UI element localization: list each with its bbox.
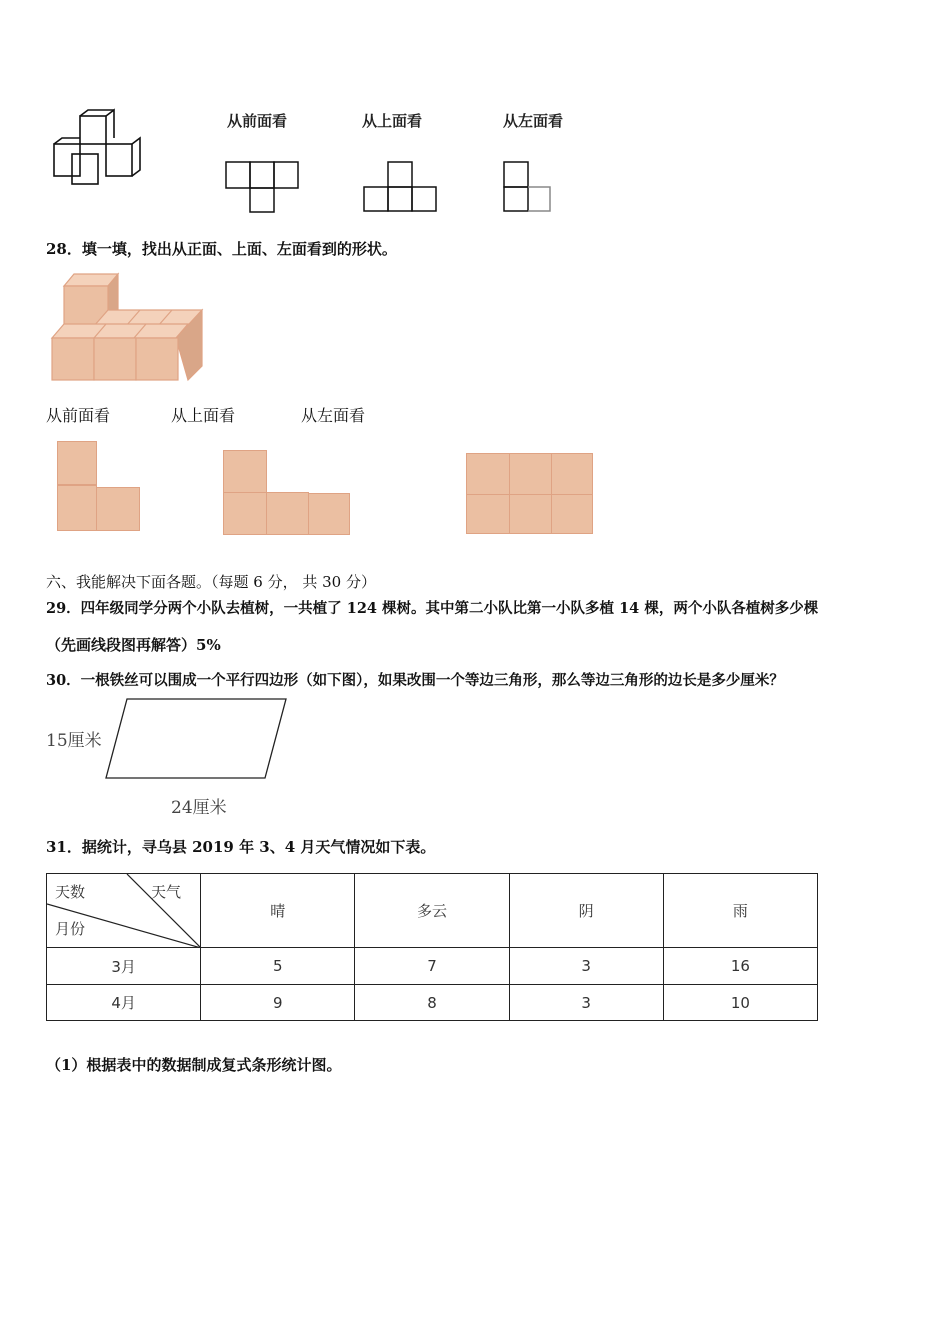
header-overcast: 阴 xyxy=(509,874,663,948)
fig1-left-label: 从左面看 xyxy=(503,112,564,130)
header-rain: 雨 xyxy=(663,874,817,948)
cell-value: 10 xyxy=(663,985,817,1021)
table-row xyxy=(47,948,818,985)
fig1-front-label: 从前面看 xyxy=(227,112,288,130)
q30-side-label: 15厘米 xyxy=(46,731,102,751)
header-sunny: 晴 xyxy=(201,874,355,948)
corner-days-label: 天数 xyxy=(55,883,86,901)
q31-text: 31．据统计，寻乌县 2019 年 3、4 月天气情况如下表。 xyxy=(46,838,436,856)
cell-value: 5 xyxy=(201,948,355,985)
q31-sub1: （1）根据表中的数据制成复式条形统计图。 xyxy=(46,1056,342,1074)
fig1-top-label: 从上面看 xyxy=(362,112,423,130)
cell-value: 3 xyxy=(509,948,663,985)
cell-value: 16 xyxy=(663,948,817,985)
q28-left-label: 从左面看 xyxy=(301,406,366,425)
table-row xyxy=(47,985,818,1021)
q30-text: 30．一根铁丝可以围成一个平行四边形（如下图），如果改围一个等边三角形，那么等边三角形的边长是多少厘米？ xyxy=(46,672,784,689)
fig1-front-view xyxy=(224,160,304,215)
cell-value: 7 xyxy=(355,948,509,985)
corner-month-label: 月份 xyxy=(55,920,86,938)
q30-base-label: 24厘米 xyxy=(171,798,227,818)
q29-line1: 29．四年级同学分两个小队去植树，一共植了 124 棵树。其中第二小队比第一小队多植 14 棵，两个小队各植树多少棵 xyxy=(46,600,819,617)
q28-text: 28．填一填，找出从正面、上面、左面看到的形状。 xyxy=(46,240,397,258)
header-cloudy: 多云 xyxy=(355,874,509,948)
corner-weather-label: 天气 xyxy=(151,883,182,901)
cell-value: 3 xyxy=(509,985,663,1021)
q28-top-label: 从上面看 xyxy=(171,406,236,425)
cell-value: 9 xyxy=(201,985,355,1021)
fig1-top-view xyxy=(362,160,442,215)
row-month: 3月 xyxy=(47,948,201,985)
cube-stack-figure xyxy=(50,108,150,188)
q29-line2: （先画线段图再解答）5% xyxy=(46,636,221,654)
table-corner-cell xyxy=(47,874,201,948)
q28-cube-figure xyxy=(48,266,208,384)
parallelogram-figure xyxy=(100,694,300,784)
section6-heading: 六、我能解决下面各题。（每题 6 分， 共 30 分） xyxy=(46,573,376,591)
weather-table xyxy=(46,873,818,1021)
fig1-left-view xyxy=(500,160,560,215)
row-month: 4月 xyxy=(47,985,201,1021)
q28-front-label: 从前面看 xyxy=(46,406,111,425)
cell-value: 8 xyxy=(355,985,509,1021)
